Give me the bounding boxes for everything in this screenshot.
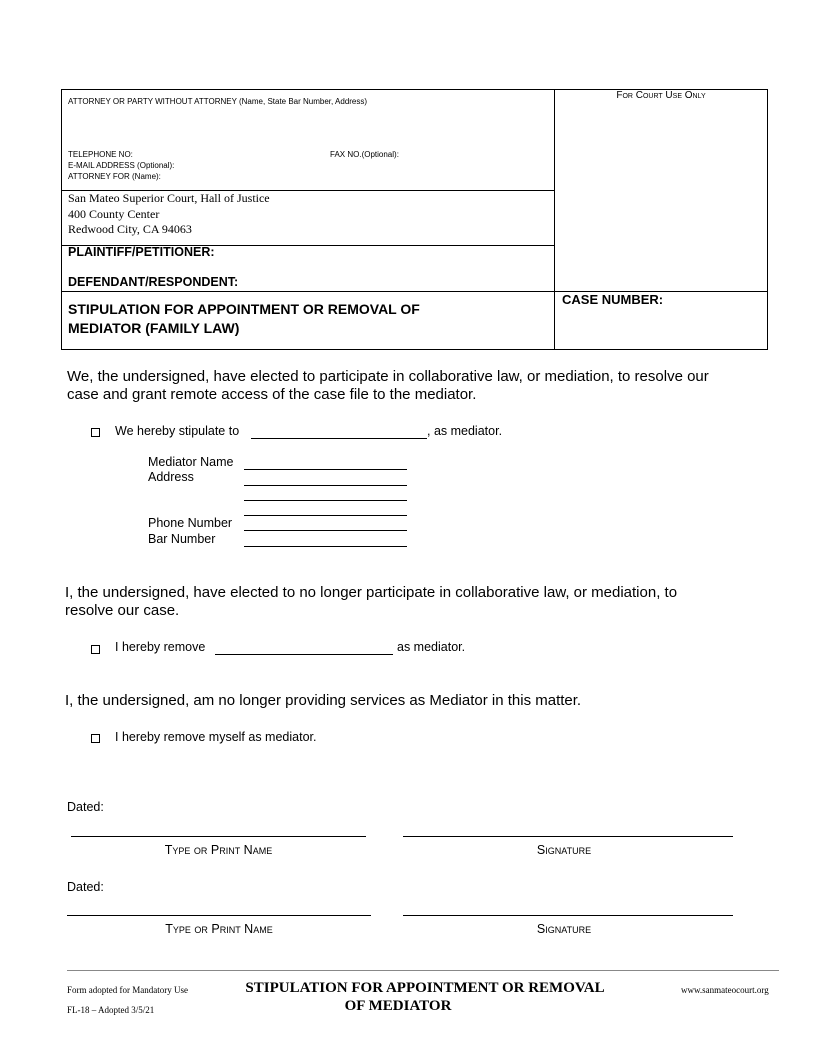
print-name-caption-1: Type or Print Name	[164, 843, 273, 857]
phone-number-line[interactable]	[244, 530, 407, 531]
attorney-label: ATTORNEY OR PARTY WITHOUT ATTORNEY (Name, State Bar Number, Address)	[68, 97, 368, 106]
mediator-name-line[interactable]	[244, 469, 407, 470]
dated-label-1: Dated:	[67, 800, 104, 814]
address-label: Address	[148, 470, 194, 484]
withdraw-intro: I, the undersigned, am no longer providing services as Mediator in this matter.	[65, 692, 582, 709]
caption-border-right	[767, 89, 768, 350]
address-line-3[interactable]	[244, 515, 407, 516]
form-title-line1: STIPULATION FOR APPOINTMENT OR REMOVAL OF	[68, 301, 420, 317]
address-line-1[interactable]	[244, 485, 407, 486]
court-name: San Mateo Superior Court, Hall of Justice	[68, 191, 270, 205]
footer-rule	[67, 970, 779, 971]
remove-intro-line1: I, the undersigned, have elected to no longer participate in collaborative law, or mediation, to	[65, 584, 678, 601]
remove-suffix: as mediator.	[397, 640, 466, 654]
fax-label: FAX NO.(Optional):	[330, 150, 399, 159]
footer-title-line1: STIPULATION FOR APPOINTMENT OR REMOVAL	[245, 980, 605, 996]
bar-number-line[interactable]	[244, 546, 407, 547]
signature-line-2[interactable]	[403, 915, 733, 916]
signature-line-1[interactable]	[403, 836, 733, 837]
footer-website[interactable]: www.sanmateocourt.org	[681, 985, 769, 995]
print-name-line-2[interactable]	[67, 915, 371, 916]
footer-title-line2: OF MEDIATOR	[344, 998, 452, 1014]
footer-form-number: FL-18 – Adopted 3/5/21	[67, 1005, 155, 1015]
mediator-name-label: Mediator Name	[148, 455, 234, 469]
bar-number-label: Bar Number	[148, 532, 216, 546]
court-city: Redwood City, CA 94063	[68, 222, 192, 236]
court-street: 400 County Center	[68, 207, 160, 221]
attorney-for-label: ATTORNEY FOR (Name):	[68, 172, 161, 181]
remove-self-label: I hereby remove myself as mediator.	[115, 730, 317, 744]
email-label: E-MAIL ADDRESS (Optional):	[68, 161, 175, 170]
appoint-intro-line1: We, the undersigned, have elected to participate in collaborative law, or mediation, to resolve our	[67, 368, 709, 385]
remove-self-checkbox[interactable]	[91, 734, 100, 743]
stipulate-checkbox[interactable]	[91, 428, 100, 437]
signature-caption-1: Signature	[536, 843, 592, 857]
stipulate-suffix: , as mediator.	[427, 424, 503, 438]
address-line-2[interactable]	[244, 500, 407, 501]
remove-intro-line2: resolve our case.	[65, 602, 180, 619]
remove-mediator-line[interactable]	[215, 654, 393, 655]
appoint-intro-line2: case and grant remote access of the case file to the mediator.	[67, 386, 477, 403]
phone-number-label: Phone Number	[148, 516, 233, 530]
caption-border-left	[61, 89, 62, 350]
caption-divider-vertical	[554, 89, 555, 350]
plaintiff-label: PLAINTIFF/PETITIONER:	[68, 245, 215, 259]
print-name-line-1[interactable]	[71, 836, 366, 837]
footer-adopted-for: Form adopted for Mandatory Use	[67, 985, 188, 995]
form-title-line2: MEDIATOR (FAMILY LAW)	[68, 320, 240, 336]
stipulate-prefix: We hereby stipulate to	[115, 424, 240, 438]
print-name-caption-2: Type or Print Name	[165, 922, 273, 936]
remove-checkbox[interactable]	[91, 645, 100, 654]
defendant-label: DEFENDANT/RESPONDENT:	[68, 275, 239, 289]
caption-border-bottom	[61, 349, 768, 350]
signature-caption-2: Signature	[536, 922, 592, 936]
court-use-only-label: For Court Use Only	[616, 90, 706, 101]
telephone-label: TELEPHONE NO:	[68, 150, 133, 159]
remove-prefix: I hereby remove	[115, 640, 206, 654]
dated-label-2: Dated:	[67, 880, 104, 894]
case-number-label: CASE NUMBER:	[562, 292, 664, 307]
stipulate-mediator-line[interactable]	[251, 438, 427, 439]
